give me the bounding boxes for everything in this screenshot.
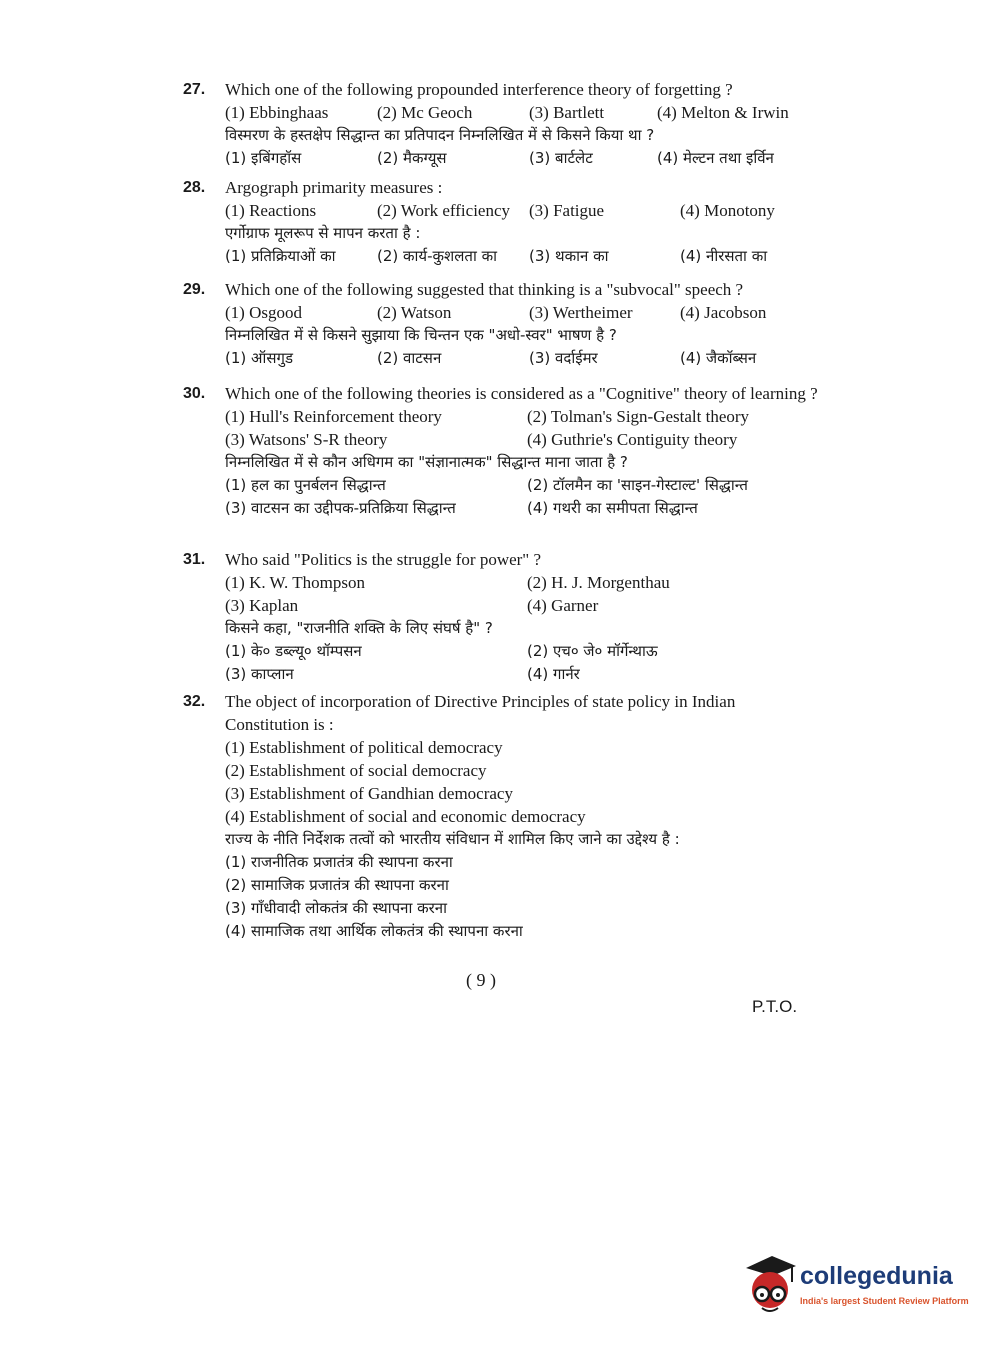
option-4: (4) Establishment of social and economic democracy [225,807,586,826]
option-3: (3) Watsons' S-R theory [225,430,388,449]
option-3-hi: (3) काप्लान [225,665,294,683]
option-4-hi: (4) गार्नर [527,665,580,683]
options-hi [225,347,823,370]
options-en [225,301,823,324]
options-en [225,199,823,222]
question-text-en: Who said "Politics is the struggle for power" ? [225,550,542,569]
options-en-row-1 [225,571,823,594]
option-4: (4) Guthrie's Contiguity theory [527,430,738,449]
question-text-en: Which one of the following suggested that thinking is a "subvocal" speech ? [225,280,744,299]
options-hi-row-2 [225,497,823,520]
option-2: (2) Establishment of social democracy [225,761,487,780]
question-text-en: The object of incorporation of Directive Principles of state policy in Indian Constitution is : [225,692,736,734]
option-2: (2) Work efficiency [377,201,511,220]
option-1-hi: (1) हल का पुनर्बलन सिद्धान्त [225,476,386,494]
option-1-hi: (1) के० डब्ल्यू० थॉम्पसन [225,642,362,660]
option-1-hi: (1) इबिंगहॉस [225,149,302,167]
option-2-hi: (2) सामाजिक प्रजातंत्र की स्थापना करना [225,876,449,894]
option-3: (3) Establishment of Gandhian democracy [225,784,513,803]
option-1-hi: (1) ऑसगुड [225,349,293,367]
question-text-hi: किसने कहा, "राजनीति शक्ति के लिए संघर्ष है" ? [225,619,493,637]
question-text-hi: निम्नलिखित में से कौन अधिगम का "संज्ञानात्मक" सिद्धान्त माना जाता है ? [225,453,628,471]
option-1: (1) Osgood [225,303,302,322]
option-4-hi: (4) जैकॉब्सन [680,349,757,367]
option-4-hi: (4) नीरसता का [680,247,768,265]
question-text-hi: राज्य के नीति निर्देशक तत्वों को भारतीय संविधान में शामिल किए जाने का उद्देश्य है : [225,830,680,848]
options-hi-row-2 [225,663,823,686]
question-text-hi: एर्गोग्राफ मूलरूप से मापन करता है : [225,224,421,242]
option-3: (3) Fatigue [529,201,605,220]
question-28 [183,176,823,268]
option-1: (1) Ebbinghaas [225,103,329,122]
mascot-icon [742,1252,798,1316]
option-1-hi: (1) राजनीतिक प्रजातंत्र की स्थापना करना [225,853,453,871]
options-en-row-2 [225,428,823,451]
question-text-en: Which one of the following propounded interference theory of forgetting ? [225,80,733,99]
option-4: (4) Monotony [680,201,775,220]
option-4: (4) Jacobson [680,303,767,322]
option-2: (2) Tolman's Sign-Gestalt theory [527,407,750,426]
question-27 [183,78,823,170]
option-1: (1) Establishment of political democracy [225,738,503,757]
option-3-hi: (3) वाटसन का उद्दीपक-प्रतिक्रिया सिद्धान्त [225,499,456,517]
option-3-hi: (3) थकान का [529,247,609,265]
logo-name: collegedunia [800,1262,953,1290]
option-2: (2) Watson [377,303,452,322]
question-number: 29. [183,281,206,298]
question-number: 30. [183,385,206,402]
pto-label: P.T.O. [752,997,798,1016]
option-4: (4) Melton & Irwin [657,103,789,122]
options-hi [225,147,823,170]
option-1: (1) K. W. Thompson [225,573,365,592]
question-number: 32. [183,693,206,710]
option-2-hi: (2) मैकग्यूस [377,149,447,167]
options-hi [225,245,823,268]
question-number: 28. [183,179,206,196]
question-text-hi: विस्मरण के हस्तक्षेप सिद्धान्त का प्रतिपादन निम्नलिखित में से किसने किया था ? [225,126,655,144]
option-4-hi: (4) सामाजिक तथा आर्थिक लोकतंत्र की स्थापना करना [225,922,523,940]
option-4-hi: (4) मेल्टन तथा इर्विन [657,149,774,167]
options-en-row-1 [225,405,823,428]
option-1: (1) Hull's Reinforcement theory [225,407,442,426]
logo-tagline: India's largest Student Review Platform [800,1296,969,1306]
options-en [225,101,823,124]
option-3: (3) Bartlett [529,103,605,122]
option-3: (3) Kaplan [225,596,299,615]
question-30 [183,382,823,520]
option-4: (4) Garner [527,596,599,615]
options-hi-row-1 [225,640,823,663]
question-text-hi: निम्नलिखित में से किसने सुझाया कि चिन्तन एक "अधो-स्वर" भाषण है ? [225,326,617,344]
option-3-hi: (3) बार्टलेट [529,149,593,167]
option-3-hi: (3) वर्दाईमर [529,349,598,367]
options-hi-row-1 [225,474,823,497]
option-1: (1) Reactions [225,201,317,220]
option-4-hi: (4) गथरी का समीपता सिद्धान्त [527,499,698,517]
question-31 [183,548,823,686]
option-2-hi: (2) एच० जे० मॉर्गेन्थाऊ [527,642,658,660]
option-3: (3) Wertheimer [529,303,633,322]
option-2: (2) H. J. Morgenthau [527,573,670,592]
option-3-hi: (3) गाँधीवादी लोकतंत्र की स्थापना करना [225,899,448,917]
question-32 [183,690,823,943]
question-number: 31. [183,551,206,568]
options-en-row-2 [225,594,823,617]
question-29 [183,278,823,370]
option-2-hi: (2) कार्य-कुशलता का [377,247,498,265]
option-2: (2) Mc Geoch [377,103,473,122]
question-text-en: Argograph primarity measures : [225,178,443,197]
question-number: 27. [183,81,206,98]
option-1-hi: (1) प्रतिक्रियाओं का [225,247,336,265]
option-2-hi: (2) टॉलमैन का 'साइन-गेस्टाल्ट' सिद्धान्त [527,476,748,494]
option-2-hi: (2) वाटसन [377,349,442,367]
page-number: ( 9 ) [466,970,496,990]
collegedunia-logo [742,1250,972,1320]
question-text-en: Which one of the following theories is considered as a "Cognitive" theory of learning ? [225,384,818,403]
